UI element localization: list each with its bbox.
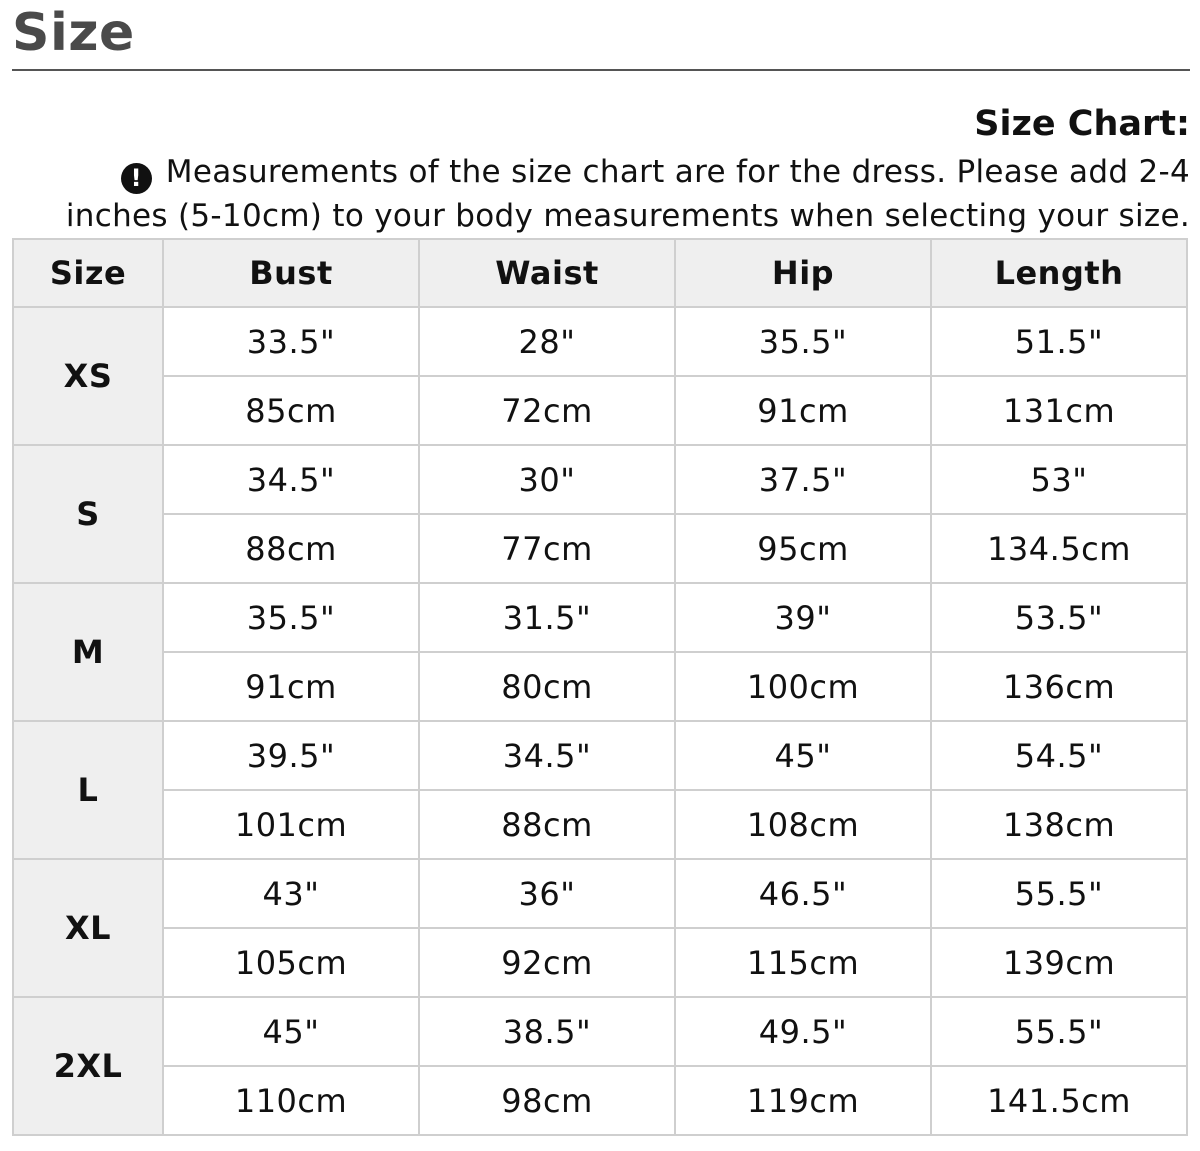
hip-inches-cell: 39" — [675, 583, 931, 652]
table-row — [13, 928, 1187, 997]
waist-cm-cell: 88cm — [419, 790, 675, 859]
hip-inches-cell: 35.5" — [675, 307, 931, 376]
table-row — [13, 583, 1187, 652]
size-chart-heading: Size Chart: — [974, 104, 1190, 144]
length-inches-cell: 53" — [931, 445, 1187, 514]
waist-inches-cell: 30" — [419, 445, 675, 514]
table-row — [13, 790, 1187, 859]
size-label: S — [13, 445, 163, 583]
note-line-1 — [12, 150, 1190, 194]
title-divider — [12, 69, 1190, 71]
hip-inches-cell: 37.5" — [675, 445, 931, 514]
hip-cm-cell: 108cm — [675, 790, 931, 859]
hip-inches-cell: 46.5" — [675, 859, 931, 928]
length-cm-cell: 134.5cm — [931, 514, 1187, 583]
hip-cm-cell: 91cm — [675, 376, 931, 445]
length-inches-cell: 54.5" — [931, 721, 1187, 790]
length-inches-cell: 53.5" — [931, 583, 1187, 652]
table-row — [13, 514, 1187, 583]
note-line-2: inches (5-10cm) to your body measurements when selecting your size. — [65, 198, 1190, 234]
page-title: Size — [12, 3, 135, 63]
waist-cm-cell: 92cm — [419, 928, 675, 997]
waist-cm-cell: 98cm — [419, 1066, 675, 1135]
length-inches-cell: 55.5" — [931, 997, 1187, 1066]
note-text-1: Measurements of the size chart are for the dress. Please add 2-4 — [165, 154, 1190, 190]
bust-cm-cell: 88cm — [163, 514, 419, 583]
size-label: 2XL — [13, 997, 163, 1135]
table-row — [13, 1066, 1187, 1135]
length-inches-cell: 55.5" — [931, 859, 1187, 928]
bust-cm-cell: 91cm — [163, 652, 419, 721]
waist-inches-cell: 28" — [419, 307, 675, 376]
table-header-row — [13, 239, 1187, 307]
waist-inches-cell: 34.5" — [419, 721, 675, 790]
length-cm-cell: 139cm — [931, 928, 1187, 997]
size-label: L — [13, 721, 163, 859]
length-cm-cell: 131cm — [931, 376, 1187, 445]
waist-cm-cell: 80cm — [419, 652, 675, 721]
length-cm-cell: 136cm — [931, 652, 1187, 721]
bust-cm-cell: 85cm — [163, 376, 419, 445]
table-row — [13, 859, 1187, 928]
hip-cm-cell: 115cm — [675, 928, 931, 997]
size-table — [12, 238, 1188, 1136]
header-waist: Waist — [419, 239, 675, 307]
header-hip: Hip — [675, 239, 931, 307]
header-bust: Bust — [163, 239, 419, 307]
bust-inches-cell: 39.5" — [163, 721, 419, 790]
waist-cm-cell: 77cm — [419, 514, 675, 583]
hip-cm-cell: 95cm — [675, 514, 931, 583]
table-row — [13, 445, 1187, 514]
table-row — [13, 721, 1187, 790]
bust-cm-cell: 105cm — [163, 928, 419, 997]
size-label: XL — [13, 859, 163, 997]
length-inches-cell: 51.5" — [931, 307, 1187, 376]
waist-cm-cell: 72cm — [419, 376, 675, 445]
bust-inches-cell: 45" — [163, 997, 419, 1066]
bust-cm-cell: 110cm — [163, 1066, 419, 1135]
hip-cm-cell: 119cm — [675, 1066, 931, 1135]
hip-inches-cell: 45" — [675, 721, 931, 790]
size-label: M — [13, 583, 163, 721]
size-label: XS — [13, 307, 163, 445]
waist-inches-cell: 31.5" — [419, 583, 675, 652]
measurement-note — [12, 150, 1190, 238]
table-body — [13, 307, 1187, 1135]
table-row — [13, 307, 1187, 376]
exclamation-circle-icon: ! — [121, 163, 152, 194]
bust-inches-cell: 34.5" — [163, 445, 419, 514]
bust-inches-cell: 33.5" — [163, 307, 419, 376]
length-cm-cell: 138cm — [931, 790, 1187, 859]
waist-inches-cell: 38.5" — [419, 997, 675, 1066]
table-row — [13, 652, 1187, 721]
length-cm-cell: 141.5cm — [931, 1066, 1187, 1135]
bust-inches-cell: 43" — [163, 859, 419, 928]
waist-inches-cell: 36" — [419, 859, 675, 928]
header-length: Length — [931, 239, 1187, 307]
header-size: Size — [13, 239, 163, 307]
bust-inches-cell: 35.5" — [163, 583, 419, 652]
hip-cm-cell: 100cm — [675, 652, 931, 721]
hip-inches-cell: 49.5" — [675, 997, 931, 1066]
bust-cm-cell: 101cm — [163, 790, 419, 859]
table-row — [13, 997, 1187, 1066]
table-row — [13, 376, 1187, 445]
